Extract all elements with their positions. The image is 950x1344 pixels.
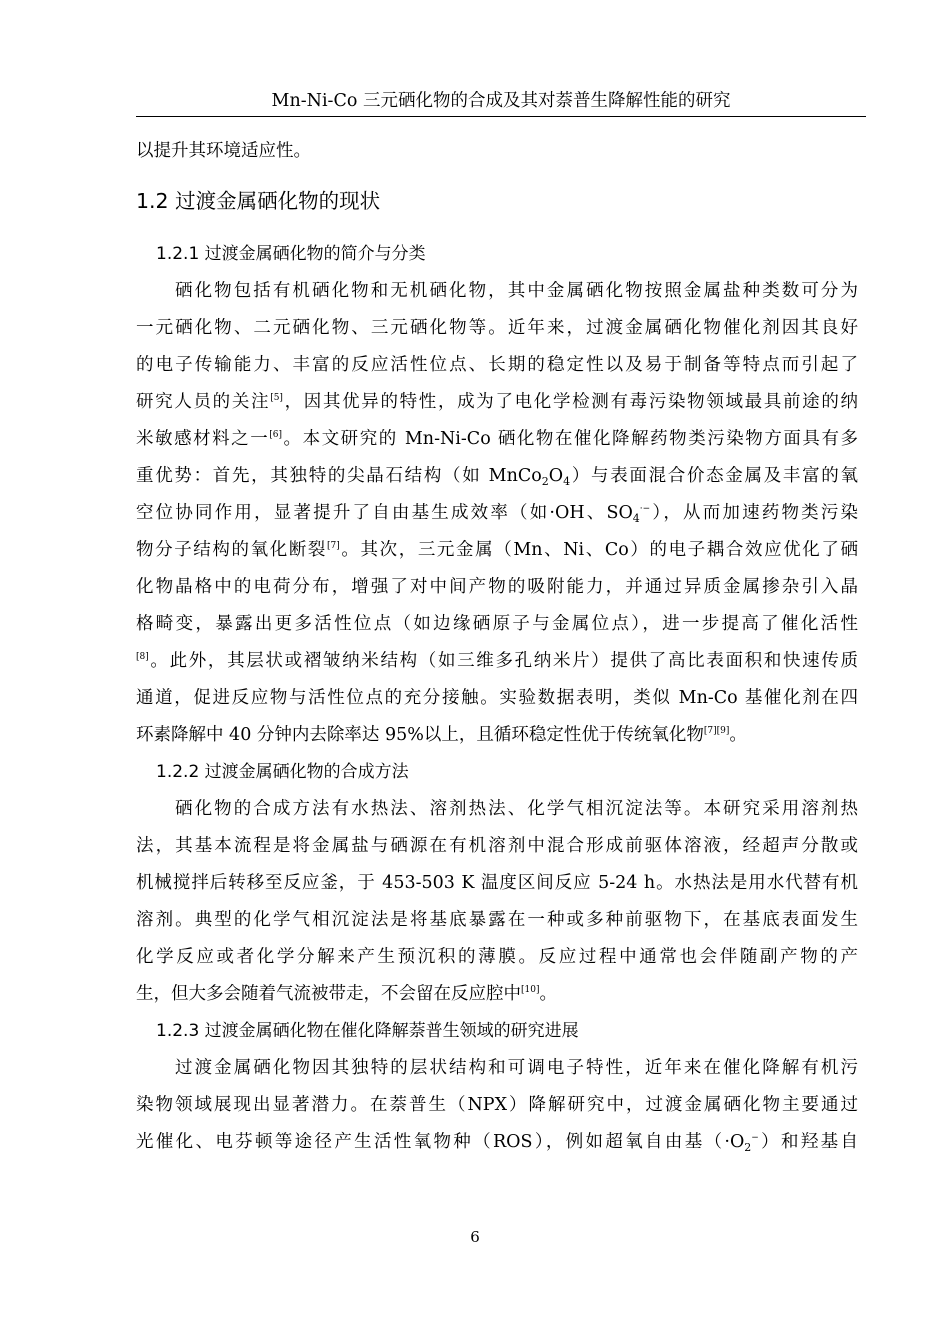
citation-ref: [10] — [521, 985, 540, 995]
paragraph-line: 的电子传输能力、丰富的反应活性位点、长期的稳定性以及易于制备等特点而引起了 — [136, 355, 858, 375]
paragraph-line — [136, 501, 858, 525]
paragraph-line: 格畸变，暴露出更多活性位点（如边缘硒原子与金属位点），进一步提高了催化活性 — [136, 614, 858, 634]
text-run: 研究人员的关注 — [136, 392, 271, 412]
subscript: 4 — [563, 475, 571, 488]
text-run: 空位协同作用，显著提升了自由基生成效率（如·OH、SO — [136, 503, 633, 523]
subsection-heading-3: 1.2.3 过渡金属硒化物在催化降解萘普生领域的研究进展 — [156, 1021, 579, 1041]
text-run: 。其次，三元金属（Mn、Ni、Co）的电子耦合效应优化了硒 — [339, 540, 859, 560]
paragraph-line: 硒化物包括有机硒化物和无机硒化物，其中金属硒化物按照金属盐种类数可分为 — [175, 281, 858, 301]
text-run: 环素降解中 40 分钟内去除率达 95%以上，且循环稳定性优于传统氧化物 — [136, 725, 704, 745]
text-run: 米敏感材料之一 — [136, 429, 270, 449]
text-run: ，因其优异的特性，成为了电化学检测有毒污染物领域最具前途的纳 — [282, 392, 859, 412]
superscript: ·− — [639, 504, 651, 514]
paragraph-line: 过渡金属硒化物因其独特的层状结构和可调电子特性，近年来在催化降解有机污 — [175, 1058, 858, 1078]
paragraph-line — [136, 1130, 858, 1154]
subscript: 2 — [744, 1141, 752, 1154]
citation-ref: [7] — [327, 541, 340, 551]
text-run: 光催化、电芬顿等途径产生活性氧物种（ROS），例如超氧自由基（·O — [136, 1132, 745, 1152]
paragraph-line: 硒化物的合成方法有水热法、溶剂热法、化学气相沉淀法等。本研究采用溶剂热 — [175, 799, 858, 819]
paragraph-line: 一元硒化物、二元硒化物、三元硒化物等。近年来，过渡金属硒化物催化剂因其良好 — [136, 318, 858, 338]
paragraph-line: 机械搅拌后转移至反应釜，于 453-503 K 温度区间反应 5-24 h。水热法是用水代替有机 — [136, 873, 858, 893]
paragraph-line — [136, 464, 858, 488]
section-heading: 1.2 过渡金属硒化物的现状 — [136, 189, 381, 213]
text-run: 。 — [729, 725, 747, 745]
header-rule — [136, 116, 866, 117]
superscript: − — [751, 1133, 759, 1143]
intro-line: 以提升其环境适应性。 — [136, 141, 311, 161]
running-header: Mn-Ni-Co 三元硒化物的合成及其对萘普生降解性能的研究 — [271, 91, 731, 111]
paragraph-line — [136, 390, 858, 414]
citation-ref: [6] — [269, 430, 283, 440]
text-run: 生，但大多会随着气流被带走，不会留在反应腔中 — [136, 984, 521, 1004]
subsection-heading-2: 1.2.2 过渡金属硒化物的合成方法 — [156, 762, 409, 782]
page-number: 6 — [470, 1228, 480, 1246]
text-run: 物分子结构的氧化断裂 — [136, 540, 328, 560]
text-run: ）与表面混合价态金属及丰富的氧 — [570, 466, 859, 486]
subscript: 4 — [632, 512, 640, 525]
text-run: O — [548, 466, 564, 486]
paragraph-line — [136, 538, 858, 562]
text-run: 重优势：首先，其独特的尖晶石结构（如 MnCo — [136, 466, 542, 486]
text-run: 。此外，其层状或褶皱纳米结构（如三维多孔纳米片）提供了高比表面积和快速传质 — [148, 651, 858, 671]
paragraph-line — [136, 649, 858, 673]
text-run: 。本文研究的 Mn-Ni-Co 硒化物在催化降解药物类污染物方面具有多 — [282, 429, 858, 449]
text-run: ）和羟基自 — [758, 1132, 859, 1152]
subscript: 2 — [541, 475, 549, 488]
paragraph-line — [136, 427, 858, 451]
paragraph-line: 溶剂。典型的化学气相沉淀法是将基底暴露在一种或多种前驱物下，在基底表面发生 — [136, 910, 858, 930]
subsection-heading-1: 1.2.1 过渡金属硒化物的简介与分类 — [156, 244, 426, 264]
paragraph-line: 染物领域展现出显著潜力。在萘普生（NPX）降解研究中，过渡金属硒化物主要通过 — [136, 1095, 858, 1115]
paragraph-line: 通道，促进反应物与活性位点的充分接触。实验数据表明，类似 Mn-Co 基催化剂在四 — [136, 688, 858, 708]
paragraph-line — [136, 982, 858, 1006]
paragraph-line: 化物晶格中的电荷分布，增强了对中间产物的吸附能力，并通过异质金属掺杂引入晶 — [136, 577, 858, 597]
text-run: ），从而加速药物类污染 — [650, 503, 858, 523]
paragraph-line: 化学反应或者化学分解来产生预沉积的薄膜。反应过程中通常也会伴随副产物的产 — [136, 947, 858, 967]
citation-ref: [7][9] — [703, 726, 730, 736]
paragraph-line — [136, 723, 858, 747]
text-run: 。 — [539, 984, 557, 1004]
citation-ref: [8] — [136, 652, 149, 662]
paragraph-line: 法，其基本流程是将金属盐与硒源在有机溶剂中混合形成前驱体溶液，经超声分散或 — [136, 836, 858, 856]
citation-ref: [5] — [270, 393, 283, 403]
